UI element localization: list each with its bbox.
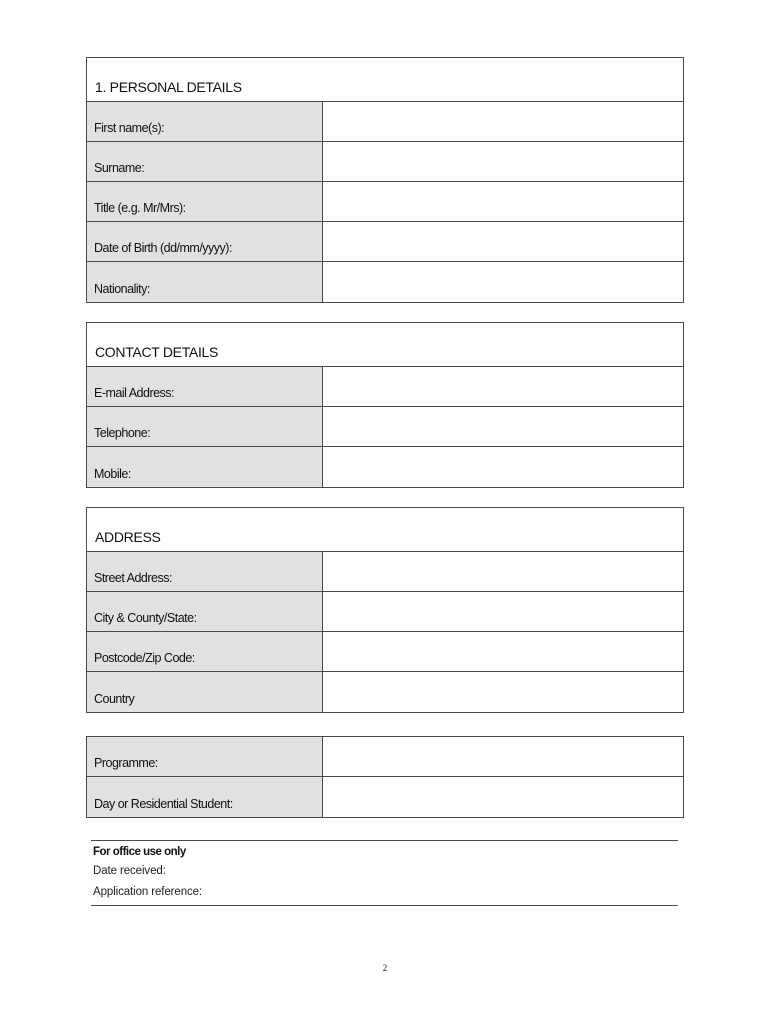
date-of-birth-label: Date of Birth (dd/mm/yyyy):: [87, 222, 323, 261]
office-use-box: [91, 840, 678, 906]
form-row-day-or-residential: [87, 777, 683, 817]
nationality-label: Nationality:: [87, 262, 323, 302]
telephone-label: Telephone:: [87, 407, 323, 446]
form-row-nationality: [87, 262, 683, 302]
street-address-label: Street Address:: [87, 552, 323, 591]
form-row-city-county: [87, 592, 683, 632]
contact-details-section: [86, 322, 684, 488]
address-section: [86, 507, 684, 713]
title-label: Title (e.g. Mr/Mrs):: [87, 182, 323, 221]
postcode-field[interactable]: [323, 632, 683, 671]
contact-details-heading: CONTACT DETAILS: [87, 323, 683, 367]
day-or-residential-field[interactable]: [323, 777, 683, 817]
telephone-field[interactable]: [323, 407, 683, 446]
form-row-country: [87, 672, 683, 712]
country-field[interactable]: [323, 672, 683, 712]
form-row-street-address: [87, 552, 683, 592]
page-number: 2: [382, 963, 388, 973]
programme-label: Programme:: [87, 737, 323, 776]
address-heading: ADDRESS: [87, 508, 683, 552]
application-reference-label: Application reference:: [93, 886, 203, 898]
city-county-label: City & County/State:: [87, 592, 323, 631]
form-row-postcode: [87, 632, 683, 672]
street-address-field[interactable]: [323, 552, 683, 591]
form-row-surname: [87, 142, 683, 182]
surname-field[interactable]: [323, 142, 683, 181]
form-row-email: [87, 367, 683, 407]
title-field[interactable]: [323, 182, 683, 221]
mobile-label: Mobile:: [87, 447, 323, 487]
first-name-label: First name(s):: [87, 102, 323, 141]
form-row-telephone: [87, 407, 683, 447]
nationality-field[interactable]: [323, 262, 683, 302]
form-row-title: [87, 182, 683, 222]
personal-details-heading: 1. PERSONAL DETAILS: [87, 58, 683, 102]
form-row-first-name: [87, 102, 683, 142]
postcode-label: Postcode/Zip Code:: [87, 632, 323, 671]
first-name-field[interactable]: [323, 102, 683, 141]
form-row-programme: [87, 737, 683, 777]
date-received-label: Date received:: [93, 865, 166, 877]
email-label: E-mail Address:: [87, 367, 323, 406]
city-county-field[interactable]: [323, 592, 683, 631]
programme-section: [86, 736, 684, 818]
email-field[interactable]: [323, 367, 683, 406]
programme-field[interactable]: [323, 737, 683, 776]
form-row-mobile: [87, 447, 683, 487]
personal-details-section: [86, 57, 684, 303]
date-of-birth-field[interactable]: [323, 222, 683, 261]
office-use-title: For office use only: [93, 846, 186, 858]
form-row-date-of-birth: [87, 222, 683, 262]
mobile-field[interactable]: [323, 447, 683, 487]
surname-label: Surname:: [87, 142, 323, 181]
country-label: Country: [87, 672, 323, 712]
day-or-residential-label: Day or Residential Student:: [87, 777, 323, 817]
